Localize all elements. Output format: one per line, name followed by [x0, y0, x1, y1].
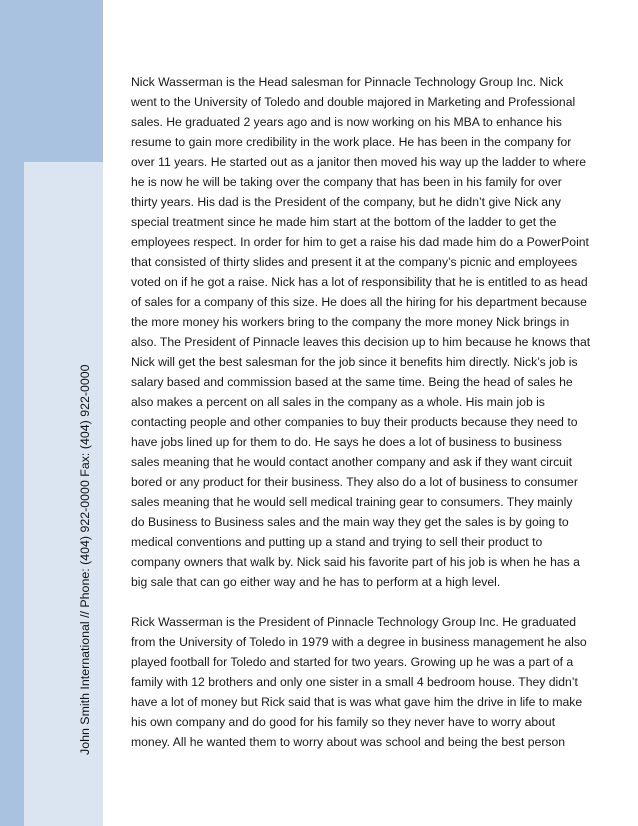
text-line: Rick Wasserman is the President of Pinnacle Technology Group Inc. He graduated	[131, 615, 577, 629]
text-line: went to the University of Toledo and double majored in Marketing and Professional	[131, 95, 576, 109]
text-line: salary based and commission based at the same time. Being the head of sales he	[131, 375, 573, 389]
text-line: Nick will get the best salesman for the job since it benefits him directly. Nick’s job is	[131, 355, 578, 369]
text-line: contacting people and other companies to buy their products because they need to	[131, 415, 578, 429]
text-line: family with 12 brothers and only one sister in a small 4 bedroom house. They didn’t	[131, 675, 578, 689]
text-line: company owners that walk by. Nick said his favorite part of his job is when he has a	[131, 555, 580, 569]
text-line: big sale that can go either way and he has to perform at a high level.	[131, 575, 501, 589]
sidebar-contact-text: John Smith International // Phone: (404) 922-0000 Fax: (404) 922-0000	[78, 364, 92, 755]
text-line: have jobs lined up for them to do. He says he does a lot of business to business	[131, 435, 562, 449]
text-line: the more money his workers bring to the company the more money Nick brings in	[131, 315, 570, 329]
text-line: bored or any product for their business. They also do a lot of business to consumer	[131, 475, 578, 489]
sidebar-accent-strip	[0, 162, 24, 826]
text-line: do Business to Business sales and the main way they get the sales is by going to	[131, 515, 569, 529]
text-line: also makes a percent on all sales in the company as a whole. His main job is	[131, 395, 545, 409]
paragraph-rick	[131, 612, 587, 752]
text-line: sales meaning that he would sell medical training gear to consumers. They mainly	[131, 495, 573, 509]
text-line: over 11 years. He started out as a janitor then moved his way up the ladder to where	[131, 155, 587, 169]
text-line: his own company and do good for his family so they never have to worry about	[131, 715, 556, 729]
text-line: played football for Toledo and started for two years. Growing up he was a part of a	[131, 655, 574, 669]
text-line: medical conventions and putting up a stand and trying to sell their product to	[131, 535, 543, 549]
text-line: voted on if he got a raise. Nick has a lot of responsibility that he is entitled to as head	[131, 275, 588, 289]
text-line: he is now he will be taking over the company that has been in his family for over	[131, 175, 562, 189]
text-line: sales meaning that he would contact another company and ask if they want circuit	[131, 455, 573, 469]
text-line: from the University of Toledo in 1979 with a degree in business management he also	[131, 635, 587, 649]
text-line: Nick Wasserman is the Head salesman for Pinnacle Technology Group Inc. Nick	[131, 75, 564, 89]
text-line: of sales for a company of this size. He does all the hiring for his department because	[131, 295, 587, 309]
text-line: that consisted of thirty slides and present it at the company’s picnic and employees	[131, 255, 578, 269]
text-line: resume to gain more credibility in the work place. He has been in the company for	[131, 135, 572, 149]
text-line: sales. He graduated 2 years ago and is now working on his MBA to enhance his	[131, 115, 562, 129]
paragraph-nick	[131, 72, 591, 592]
text-line: money. All he wanted them to worry about was school and being the best person	[131, 735, 566, 749]
document-body	[131, 72, 591, 772]
text-line: also. The President of Pinnacle leaves this decision up to him because he knows that	[131, 335, 591, 349]
sidebar-top-block	[0, 0, 103, 162]
text-line: employees respect. In order for him to get a raise his dad made him do a PowerPoint	[131, 235, 589, 249]
text-line: special treatment since he made him start at the bottom of the ladder to get the	[131, 215, 557, 229]
text-line: thirty years. His dad is the President of the company, but he didn’t give Nick any	[131, 195, 561, 209]
text-line: have a lot of money but Rick said that is was what gave him the drive in life to make	[131, 695, 583, 709]
